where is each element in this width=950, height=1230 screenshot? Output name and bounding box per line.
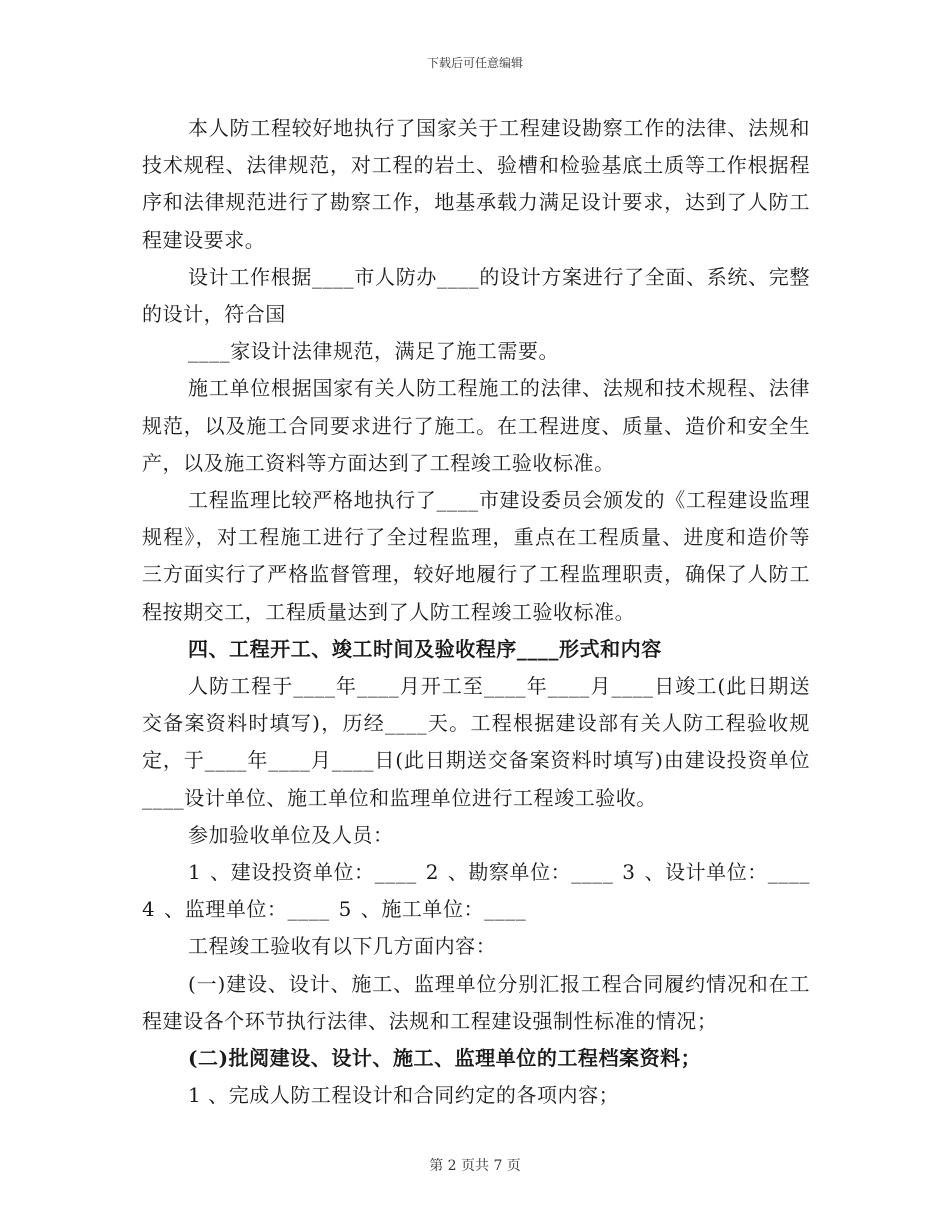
paragraph-design-continued: ____家设计法律规范，满足了施工需要。 — [188, 339, 559, 364]
section-heading-4: 四、工程开工、竣工时间及验收程序____形式和内容 — [188, 636, 662, 661]
paragraph-acceptance-contents: 工程竣工验收有以下几方面内容： — [188, 934, 497, 959]
paragraph-participant-units: 1 、建设投资单位：____ 2 、勘察单位：____ 3 、设计单位：____ 4 、监理单位：____ 5 、施工单位：____ — [142, 860, 819, 922]
paragraph-item-1: (一)建设、设计、施工、监理单位分别汇报工程合同履约情况和在工程建设各个环节执行法律、法规和工程建设强制性标准的情况； — [142, 971, 810, 1033]
paragraph-participants-label: 参加验收单位及人员： — [188, 822, 394, 847]
paragraph-construction: 施工单位根据国家有关人防工程施工的法律、法规和技术规程、法律规范，以及施工合同要求进行了施工。在工程进度、质量、造价和安全生产，以及施工资料等方面达到了工程竣工验收标准。 — [142, 376, 810, 475]
document-body — [142, 110, 819, 1114]
paragraph-supervision: 工程监理比较严格地执行了____市建设委员会颁发的《工程建设监理规程》，对工程施工进行了全过程监理，重点在工程质量、进度和造价等三方面实行了严格监督管理，较好地履行了工程监理职责，确保了人防工程按期交工，工程质量达到了人防工程竣工验收标准。 — [142, 488, 810, 624]
paragraph-survey: 本人防工程较好地执行了国家关于工程建设勘察工作的法律、法规和技术规程、法律规范，对工程的岩土、验槽和检验基底土质等工作根据程序和法律规范进行了勘察工作，地基承载力满足设计要求，达到了人防工程建设要求。 — [142, 116, 810, 252]
paragraph-design: 设计工作根据____市人防办____的设计方案进行了全面、系统、完整的设计，符合国 — [142, 264, 810, 327]
page-header: 下载后可任意编辑 — [426, 56, 523, 70]
paragraph-subitem-1: 1 、完成人防工程设计和合同约定的各项内容； — [188, 1083, 620, 1108]
page-footer: 第 2 页共 7 页 — [429, 1158, 521, 1174]
paragraph-item-2: (二)批阅建设、设计、施工、监理单位的工程档案资料； — [188, 1046, 702, 1071]
paragraph-schedule: 人防工程于____年____月开工至____年____月____日竣工(此日期送交备案资料时填写)，历经____天。工程根据建设部有关人防工程验收规定，于____年____月____日(此日期送交备案资料时填写)由建设投资单位____设计单位、施工单位和监理单位进行工程竣工验收。 — [142, 674, 810, 810]
